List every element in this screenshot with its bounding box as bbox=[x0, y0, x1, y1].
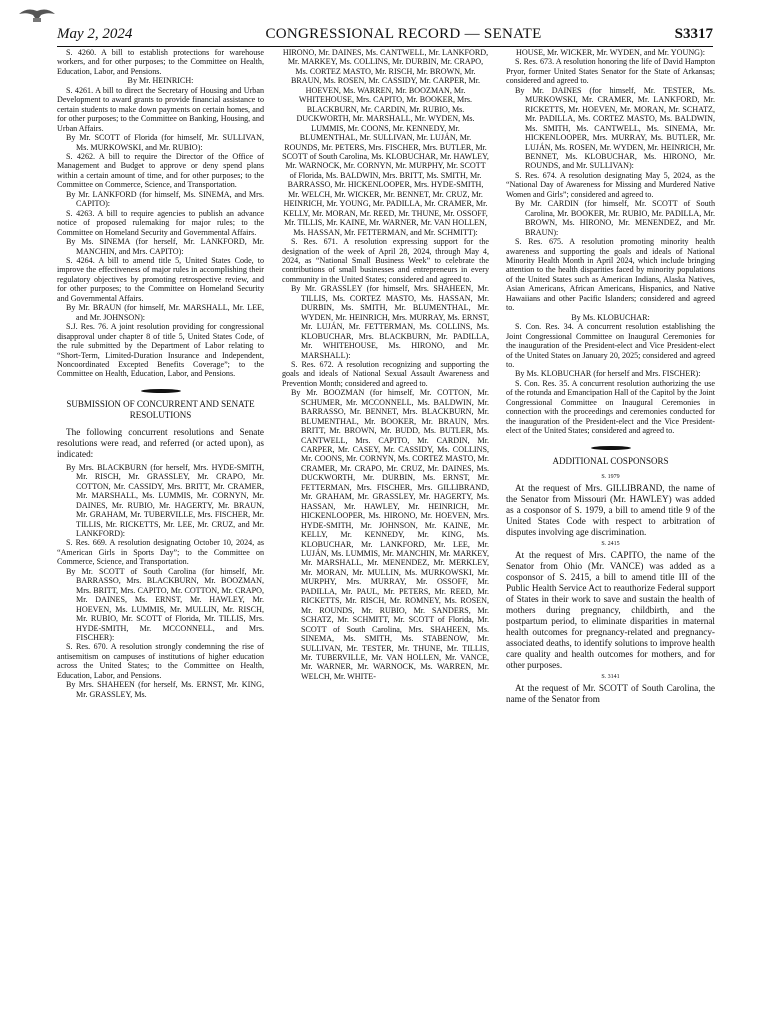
measure-entry: S. 4264. A bill to amend title 5, United States Code, to improve the effectiveness of major rules in accomplishing their regulatory objectives by promoting retrospective review, and for other purposes; to the Committee on Homeland Security and Governmental Affairs. bbox=[57, 255, 264, 303]
measure-entry: S.J. Res. 76. A joint resolution providing for congressional disapproval under chapter 8 of title 5, United States Code, of the rule submitted by the Department of Labor relating to “Short-Term, Limited-Duration Insurance and Independent, Noncoordinated Excepted Benefits Coverage”; to the Committee on Health, Education, Labor, and Pensions. bbox=[57, 322, 264, 379]
column-2 bbox=[282, 48, 489, 681]
sponsor-line: By Mrs. SHAHEEN (for herself, Ms. ERNST, Mr. KING, Mr. GRASSLEY, Ms. bbox=[66, 680, 264, 699]
col1b-entries bbox=[57, 463, 264, 699]
sponsor-line: HOUSE, Mr. WICKER, Mr. WYDEN, and Mr. YOUNG): bbox=[516, 48, 705, 57]
measure-entry: S. Res. 674. A resolution designating May 5, 2024, as the “National Day of Awareness for Missing and Murdered Native Women and Girls”; considered and agreed to. bbox=[506, 170, 715, 199]
sponsor-line: By Ms. KLOBUCHAR: bbox=[571, 312, 650, 322]
col3-entries bbox=[506, 48, 715, 436]
cosponsors-heading: ADDITIONAL COSPONSORS bbox=[552, 455, 669, 466]
cosponsor-entry: At the request of Mr. SCOTT of South Carolina, the name of the Senator from bbox=[506, 682, 715, 704]
measure-entry: S. Con. Res. 35. A concurrent resolution authorizing the use of the rotunda and Emancipation Hall of the Capitol by the Joint Congressional Committee on Inaugural Ceremonies in connection with the proceedings and ceremonies conducted for the inauguration of the President-elect and the Vice President-elect of the United States; considered and agreed to. bbox=[506, 378, 715, 436]
sponsor-line: By Ms. KLOBUCHAR (for herself and Mrs. FISCHER): bbox=[515, 369, 701, 379]
cosponsor-entry: At the request of Mrs. GILLIBRAND, the name of the Senator from Missouri (Mr. HAWLEY) was added as a cosponsor of S. 1979, a bill to amend title 9 of the United States Code with respect to arbitration of disputes involving age discrimination. bbox=[506, 482, 715, 537]
section-heading: SUBMISSION OF CONCURRENT AND SENATE RESOLUTIONS bbox=[66, 398, 255, 420]
bill-number-label: S. 2415 bbox=[601, 540, 620, 547]
header-page-number: S3317 bbox=[674, 26, 713, 42]
sponsor-line: By Mr. BRAUN (for himself, Mr. MARSHALL, Mr. LEE, and Mr. JOHNSON): bbox=[66, 303, 264, 322]
gpo-eagle-logo-icon bbox=[17, 5, 57, 23]
measure-entry: S. 4260. A bill to establish protections for warehouse workers, and for other purposes; to the Committee on Health, Education, Labor, and Pensions. bbox=[57, 48, 264, 76]
sponsor-line: By Mr. SCOTT of Florida (for himself, Mr. SULLIVAN, Ms. MURKOWSKI, and Mr. RUBIO): bbox=[66, 133, 264, 152]
sponsor-line: By Mr. LANKFORD (for himself, Ms. SINEMA, and Mrs. CAPITO): bbox=[66, 189, 264, 209]
measure-entry: S. Con. Res. 34. A concurrent resolution establishing the Joint Congressional Committee on Inaugural Ceremonies for the inauguration of the President-elect and Vice President-elect of the United States on January 20, 2025; considered and agreed to. bbox=[506, 322, 715, 369]
sponsor-line: By Mr. HEINRICH: bbox=[127, 76, 194, 86]
sponsor-line: By Mr. DAINES (for himself, Mr. TESTER, Ms. MURKOWSKI, Mr. CRAMER, Mr. LANKFORD, Mr. RICKETTS, Mr. HOEVEN, Mr. MORAN, Mr. SCHATZ, Mr. PADILLA, Ms. CORTEZ MASTO, Ms. BALDWIN, Ms. SMITH, Ms. CANTWELL, Ms. SINEMA, Mr. HICKENLOOPER, Mrs. MURRAY, Ms. BUTLER, Mr. LUJÁN, Ms. ROSEN, Mr. WYDEN, Mr. HEINRICH, Mr. BENNET, Ms. KLOBUCHAR, Ms. HIRONO, Mr. ROUNDS, and Mr. SULLIVAN): bbox=[515, 85, 715, 171]
bill-number-label: S. 1979 bbox=[601, 473, 620, 480]
page-header bbox=[57, 26, 713, 44]
bill-number-label: S. 3141 bbox=[601, 673, 620, 680]
sponsor-line: By Mrs. BLACKBURN (for herself, Mrs. HYDE-SMITH, Mr. RISCH, Mr. GRASSLEY, Mr. CRAPO, Mr. COTTON, Mr. CASSIDY, Mrs. BRITT, Mr. CRAMER, Mr. MARSHALL, Ms. LUMMIS, Mr. CORNYN, Mr. DAINES, Mr. RUBIO, Mr. HAGERTY, Mr. BRAUN, Mr. GRAHAM, Mr. TUBERVILLE, Mrs. FISCHER, Mr. TILLIS, Mr. RICKETTS, Mr. LEE, Mr. CRUZ, and Mr. LANKFORD): bbox=[66, 462, 264, 539]
col1-entries bbox=[57, 48, 264, 379]
sponsor-line: By Mr. BOOZMAN (for himself, Mr. COTTON, Mr. SCHUMER, Mr. MCCONNELL, Ms. BALDWIN, Mr. BARRASSO, Mr. BENNET, Mrs. BLACKBURN, Mr. BLUMENTHAL, Mr. BOOKER, Mr. BRAUN, Mrs. BRITT, Mr. BROWN, Mr. BUDD, Ms. BUTLER, Ms. CANTWELL, Mrs. CAPITO, Mr. CARDIN, Mr. CARPER, Mr. CASEY, Mr. CASSIDY, Ms. COLLINS, Mr. COONS, Mr. CORNYN, Ms. CORTEZ MASTO, Mr. CRAMER, Mr. CRAPO, Mr. CRUZ, Mr. DAINES, Ms. DUCKWORTH, Mr. DURBIN, Ms. ERNST, Mr. FETTERMAN, Mrs. FISCHER, Mrs. GILLIBRAND, Mr. GRAHAM, Mr. GRASSLEY, Mr. HAGERTY, Ms. HASSAN, Mr. HAWLEY, Mr. HEINRICH, Mr. HICKENLOOPER, Ms. HIRONO, Mr. HOEVEN, Mrs. HYDE-SMITH, Mr. JOHNSON, Mr. KAINE, Mr. KELLY, Mr. KENNEDY, Mr. KING, Ms. KLOBUCHAR, Mr. LANKFORD, Mr. LEE, Mr. LUJÁN, Ms. LUMMIS, Mr. MANCHIN, Mr. MARKEY, Mr. MARSHALL, Mr. MENENDEZ, Mr. MERKLEY, Mr. MORAN, Mr. MULLIN, Ms. MURKOWSKI, Mr. MURPHY, Mrs. MURRAY, Mr. OSSOFF, Mr. PADILLA, Mr. PAUL, Mr. PETERS, Mr. REED, Mr. RICKETTS, Mr. RISCH, Mr. ROMNEY, Ms. ROSEN, Mr. ROUNDS, Mr. RUBIO, Mr. SANDERS, Mr. SCHATZ, Mr. SCHMITT, Mr. SCOTT of Florida, Mr. SCOTT of South Carolina, Mrs. SHAHEEN, Ms. SINEMA, Ms. SMITH, Ms. STABENOW, Mr. SULLIVAN, Mr. TESTER, Mr. THUNE, Mr. TILLIS, Mr. TUBERVILLE, Mr. VAN HOLLEN, Mr. VANCE, Mr. WARNER, Mr. WARNOCK, Ms. WARREN, Mr. WELCH, Mr. WHITE- bbox=[291, 388, 489, 681]
sponsor-line: By Mr. GRASSLEY (for himself, Mrs. SHAHEEN, Mr. TILLIS, Ms. CORTEZ MASTO, Ms. HASSAN, Mr. DURBIN, Ms. SMITH, Mr. BLUMENTHAL, Mr. WYDEN, Mr. HEINRICH, Mrs. MURRAY, Ms. ERNST, Mr. LUJÁN, Mr. FETTERMAN, Ms. COLLINS, Ms. KLOBUCHAR, Mrs. BLACKBURN, Mr. PADILLA, Mr. WHITEHOUSE, Ms. HIRONO, and Mr. MARSHALL): bbox=[291, 284, 489, 360]
header-title: CONGRESSIONAL RECORD — SENATE bbox=[265, 26, 542, 42]
col2-entries bbox=[282, 48, 489, 681]
column-3 bbox=[506, 48, 715, 705]
measure-entry: S. 4263. A bill to require agencies to publish an advance notice of proposed rulemaking for major rules; to the Committee on Homeland Security and Governmental Affairs. bbox=[57, 208, 264, 237]
measure-entry: S. Res. 669. A resolution designating October 10, 2024, as “American Girls in Sports Day”; to the Committee on Commerce, Science, and Transportation. bbox=[57, 538, 264, 567]
sponsor-line: By Ms. SINEMA (for herself, Mr. LANKFORD, Mr. MANCHIN, and Mrs. CAPITO): bbox=[66, 237, 264, 256]
measure-entry: S. Res. 672. A resolution recognizing and supporting the goals and ideals of National Sexual Assault Awareness and Prevention Month; considered and agreed to. bbox=[282, 359, 489, 388]
section-separator bbox=[141, 389, 181, 393]
section-intro: The following concurrent resolutions and Senate resolutions were read, and referred (or acted upon), as indicated: bbox=[57, 426, 264, 459]
section-separator bbox=[591, 446, 631, 450]
measure-entry: S. Res. 671. A resolution expressing support for the designation of the week of April 28, 2024, through May 4, 2024, as “National Small Business Week” to celebrate the contributions of small businesses and entrepreneurs in every community in the United States; considered and agreed to. bbox=[282, 237, 489, 284]
measure-entry: S. Res. 670. A resolution strongly condemning the rise of antisemitism on campuses of institutions of higher education across the United States; to the Committee on Health, Education, Labor, and Pensions. bbox=[57, 642, 264, 680]
measure-entry: S. Res. 675. A resolution promoting minority health awareness and supporting the goals and ideals of National Minority Health Month in April 2024, which include bringing attention to the health disparities faced by minority populations of the United States such as American Indians, Alaska Natives, Asian Americans, African Americans, Hispanics, and Native Hawaiians and other Pacific Islanders; considered and agreed to. bbox=[506, 237, 715, 313]
header-rule bbox=[57, 46, 713, 47]
measure-entry: S. 4261. A bill to direct the Secretary of Housing and Urban Development to award grants to provide financial assistance to certain students to make down payments on certain homes, and for other purposes; to the Committee on Banking, Housing, and Urban Affairs. bbox=[57, 85, 264, 133]
measure-entry: S. Res. 673. A resolution honoring the life of David Hampton Pryor, former United States Senator for the State of Arkansas; considered and agreed to. bbox=[506, 57, 715, 86]
sponsor-line: By Mr. CARDIN (for himself, Mr. SCOTT of South Carolina, Mr. BOOKER, Mr. RUBIO, Mr. PADILLA, Mr. BROWN, Ms. HIRONO, Mr. MENENDEZ, and Mr. BRAUN): bbox=[515, 199, 715, 237]
cosponsor-entry: At the request of Mrs. CAPITO, the name of the Senator from Ohio (Mr. VANCE) was added as a cosponsor of S. 2415, a bill to amend title III of the Public Health Service Act to reauthorize Federal support of States in their work to save and sustain the health of mothers during pregnancy, childbirth, and the postpartum period, to eliminate disparities in maternal health outcomes for pregnancy-related and pregnancy-associated deaths, to identify solutions to improve health care quality and health outcomes for mothers, and for other purposes. bbox=[506, 549, 715, 670]
header-date: May 2, 2024 bbox=[57, 26, 133, 42]
cosponsor-list bbox=[506, 473, 715, 705]
sponsor-line: HIRONO, Mr. DAINES, Ms. CANTWELL, Mr. LANKFORD, Mr. MARKEY, Ms. COLLINS, Mr. DURBIN, Mr. CRAPO, Ms. CORTEZ MASTO, Mr. RISCH, Mr. BROWN, Mr. BRAUN, Ms. ROSEN, Mr. CASSIDY, Mr. CARPER, Mr. HOEVEN, Ms. WARREN, Mr. BOOZMAN, Mr. WHITEHOUSE, Mrs. CAPITO, Mr. BOOKER, Mrs. BLACKBURN, Mr. CARDIN, Mr. RUBIO, Ms. DUCKWORTH, Mr. MARSHALL, Mr. WYDEN, Ms. LUMMIS, Mr. COONS, Mr. KENNEDY, Mr. BLUMENTHAL, Mr. SULLIVAN, Mr. LUJÁN, Mr. ROUNDS, Mr. PETERS, Mrs. FISCHER, Mrs. BUTLER, Mr. SCOTT of South Carolina, Ms. KLOBUCHAR, Mr. HAWLEY, Mr. WARNOCK, Mr. CORNYN, Mr. MURPHY, Mr. SCOTT of Florida, Ms. BALDWIN, Mrs. BRITT, Ms. SMITH, Mr. BARRASSO, Mr. HICKENLOOPER, Mrs. HYDE-SMITH, Mr. WELCH, Mr. WICKER, Mr. BENNET, Mr. CRUZ, Mr. HEINRICH, Mr. YOUNG, Mr. PADILLA, Mr. CRAMER, Mr. KELLY, Mr. MORAN, Mr. REED, Mr. THUNE, Mr. OSSOFF, Mr. TILLIS, Mr. KAINE, Mr. WARNER, Mr. VAN HOLLEN, Ms. HASSAN, Mr. FETTERMAN, and Mr. SCHMITT): bbox=[282, 48, 489, 237]
sponsor-line: By Mr. SCOTT of South Carolina (for himself, Mr. BARRASSO, Mrs. BLACKBURN, Mr. BOOZMAN, Mrs. BRITT, Mrs. CAPITO, Mr. COTTON, Mr. CRAPO, Mr. DAINES, Ms. ERNST, Mr. HAWLEY, Mr. HOEVEN, Ms. LUMMIS, Mr. MULLIN, Mr. RISCH, Mr. RUBIO, Mr. SCOTT of Florida, Mr. TILLIS, Mrs. HYDE-SMITH, Mr. MCCONNELL, and Mrs. FISCHER): bbox=[66, 566, 264, 643]
measure-entry: S. 4262. A bill to require the Director of the Office of Management and Budget to approve or deny spend plans within a certain amount of time, and for other purposes; to the Committee on Commerce, Science, and Transportation. bbox=[57, 151, 264, 190]
column-1 bbox=[57, 48, 264, 699]
